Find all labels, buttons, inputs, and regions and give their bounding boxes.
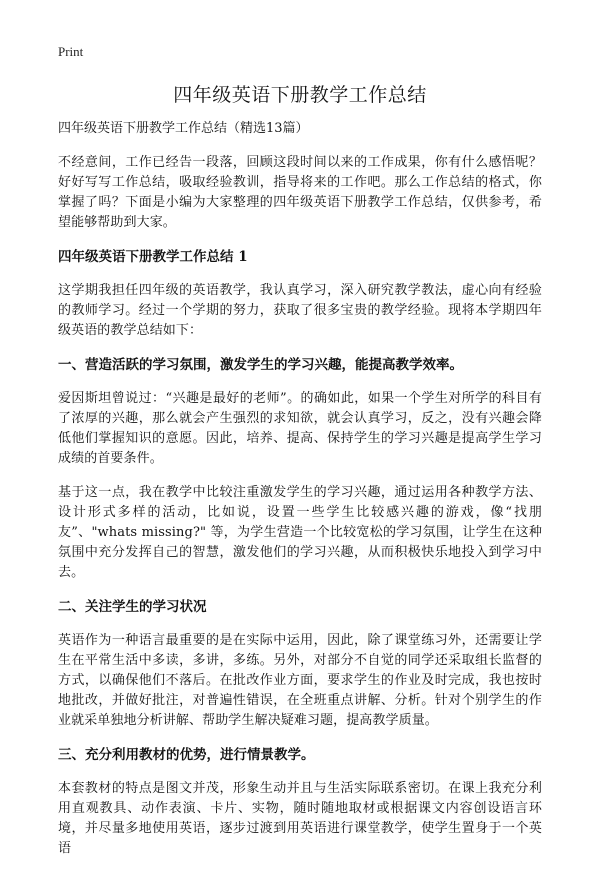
subsection-heading-3: 三、充分利用教材的优势，进行情景教学。 — [58, 747, 315, 763]
section-heading: 四年级英语下册教学工作总结 1 — [58, 249, 248, 265]
paragraph-2: 英语作为一种语言最重要的是在实际中运用，因此，除了课堂练习外，还需要让学生在平常生活中多读，多讲，多练。另外，对部分不自觉的同学还采取组长监督的方式，以确保他们不落后。在批改作业方面，要求学生的作业及时完成，我也按时地批改，并做好批注，对普遍性错误，在全班重点讲解、分析。针对个别学生的作业就采单独地分析讲解、帮助学生解决疑难习题，提高教学质量。 — [58, 633, 542, 728]
section-paragraph: 这学期我担任四年级的英语教学，我认真学习，深入研究教学教法，虚心向有经验的教师学习。经过一个学期的努力，获取了很多宝贵的教学经验。现将本学期四年级英语的教学总结如下： — [58, 283, 542, 338]
print-link[interactable]: Print — [58, 44, 84, 59]
paragraph-1a: 爱因斯坦曾说过：“兴趣是最好的老师”。的确如此，如果一个学生对所学的科目有了浓厚的兴趣，那么就会产生强烈的求知欲，就会认真学习，反之，没有兴趣会降低他们掌握知识的意愿。因此，培养、提高、保持学生的学习兴趣是提高学生学习成绩的首要条件。 — [58, 391, 542, 466]
document-body — [58, 119, 542, 873]
subsection-heading-1: 一、营造活跃的学习氛围，激发学生的学习兴趣，能提高教学效率。 — [58, 357, 463, 373]
paragraph-3: 本套教材的特点是图文并茂，形象生动并且与生活实际联系密切。在课上我充分利用直观教具、动作表演、卡片、实物，随时随地取材或根据课文内容创设语言环境，并尽量多地使用英语，逐步过渡到用英语进行课堂教学，使学生置身于一个英语 — [58, 781, 542, 856]
document-subtitle: 四年级英语下册教学工作总结（精选13篇） — [58, 121, 309, 136]
subsection-heading-2: 二、关注学生的学习状况 — [58, 599, 207, 615]
page-title: 四年级英语下册教学工作总结 — [173, 84, 427, 106]
intro-paragraph: 不经意间，工作已经告一段落，回顾这段时间以来的工作成果，你有什么感悟呢？好好写写工作总结，吸取经验教训，指导将来的工作吧。那么工作总结的格式，你掌握了吗？下面是小编为大家整理的四年级英语下册教学工作总结，仅供参考，希望能够帮助到大家。 — [58, 155, 542, 230]
paragraph-1b: 基于这一点，我在教学中比较注重激发学生的学习兴趣，通过运用各种教学方法、设计形式多样的活动，比如说，设置一些学生比较感兴趣的游戏，像“找朋友”、"whats missing?" 等，为学生营造一个比较宽松的学习氛围，让学生在这种氛围中充分发挥自己的智慧，激发他们的学习兴趣，从而积极快乐地投入到学习中去。 — [58, 485, 542, 580]
